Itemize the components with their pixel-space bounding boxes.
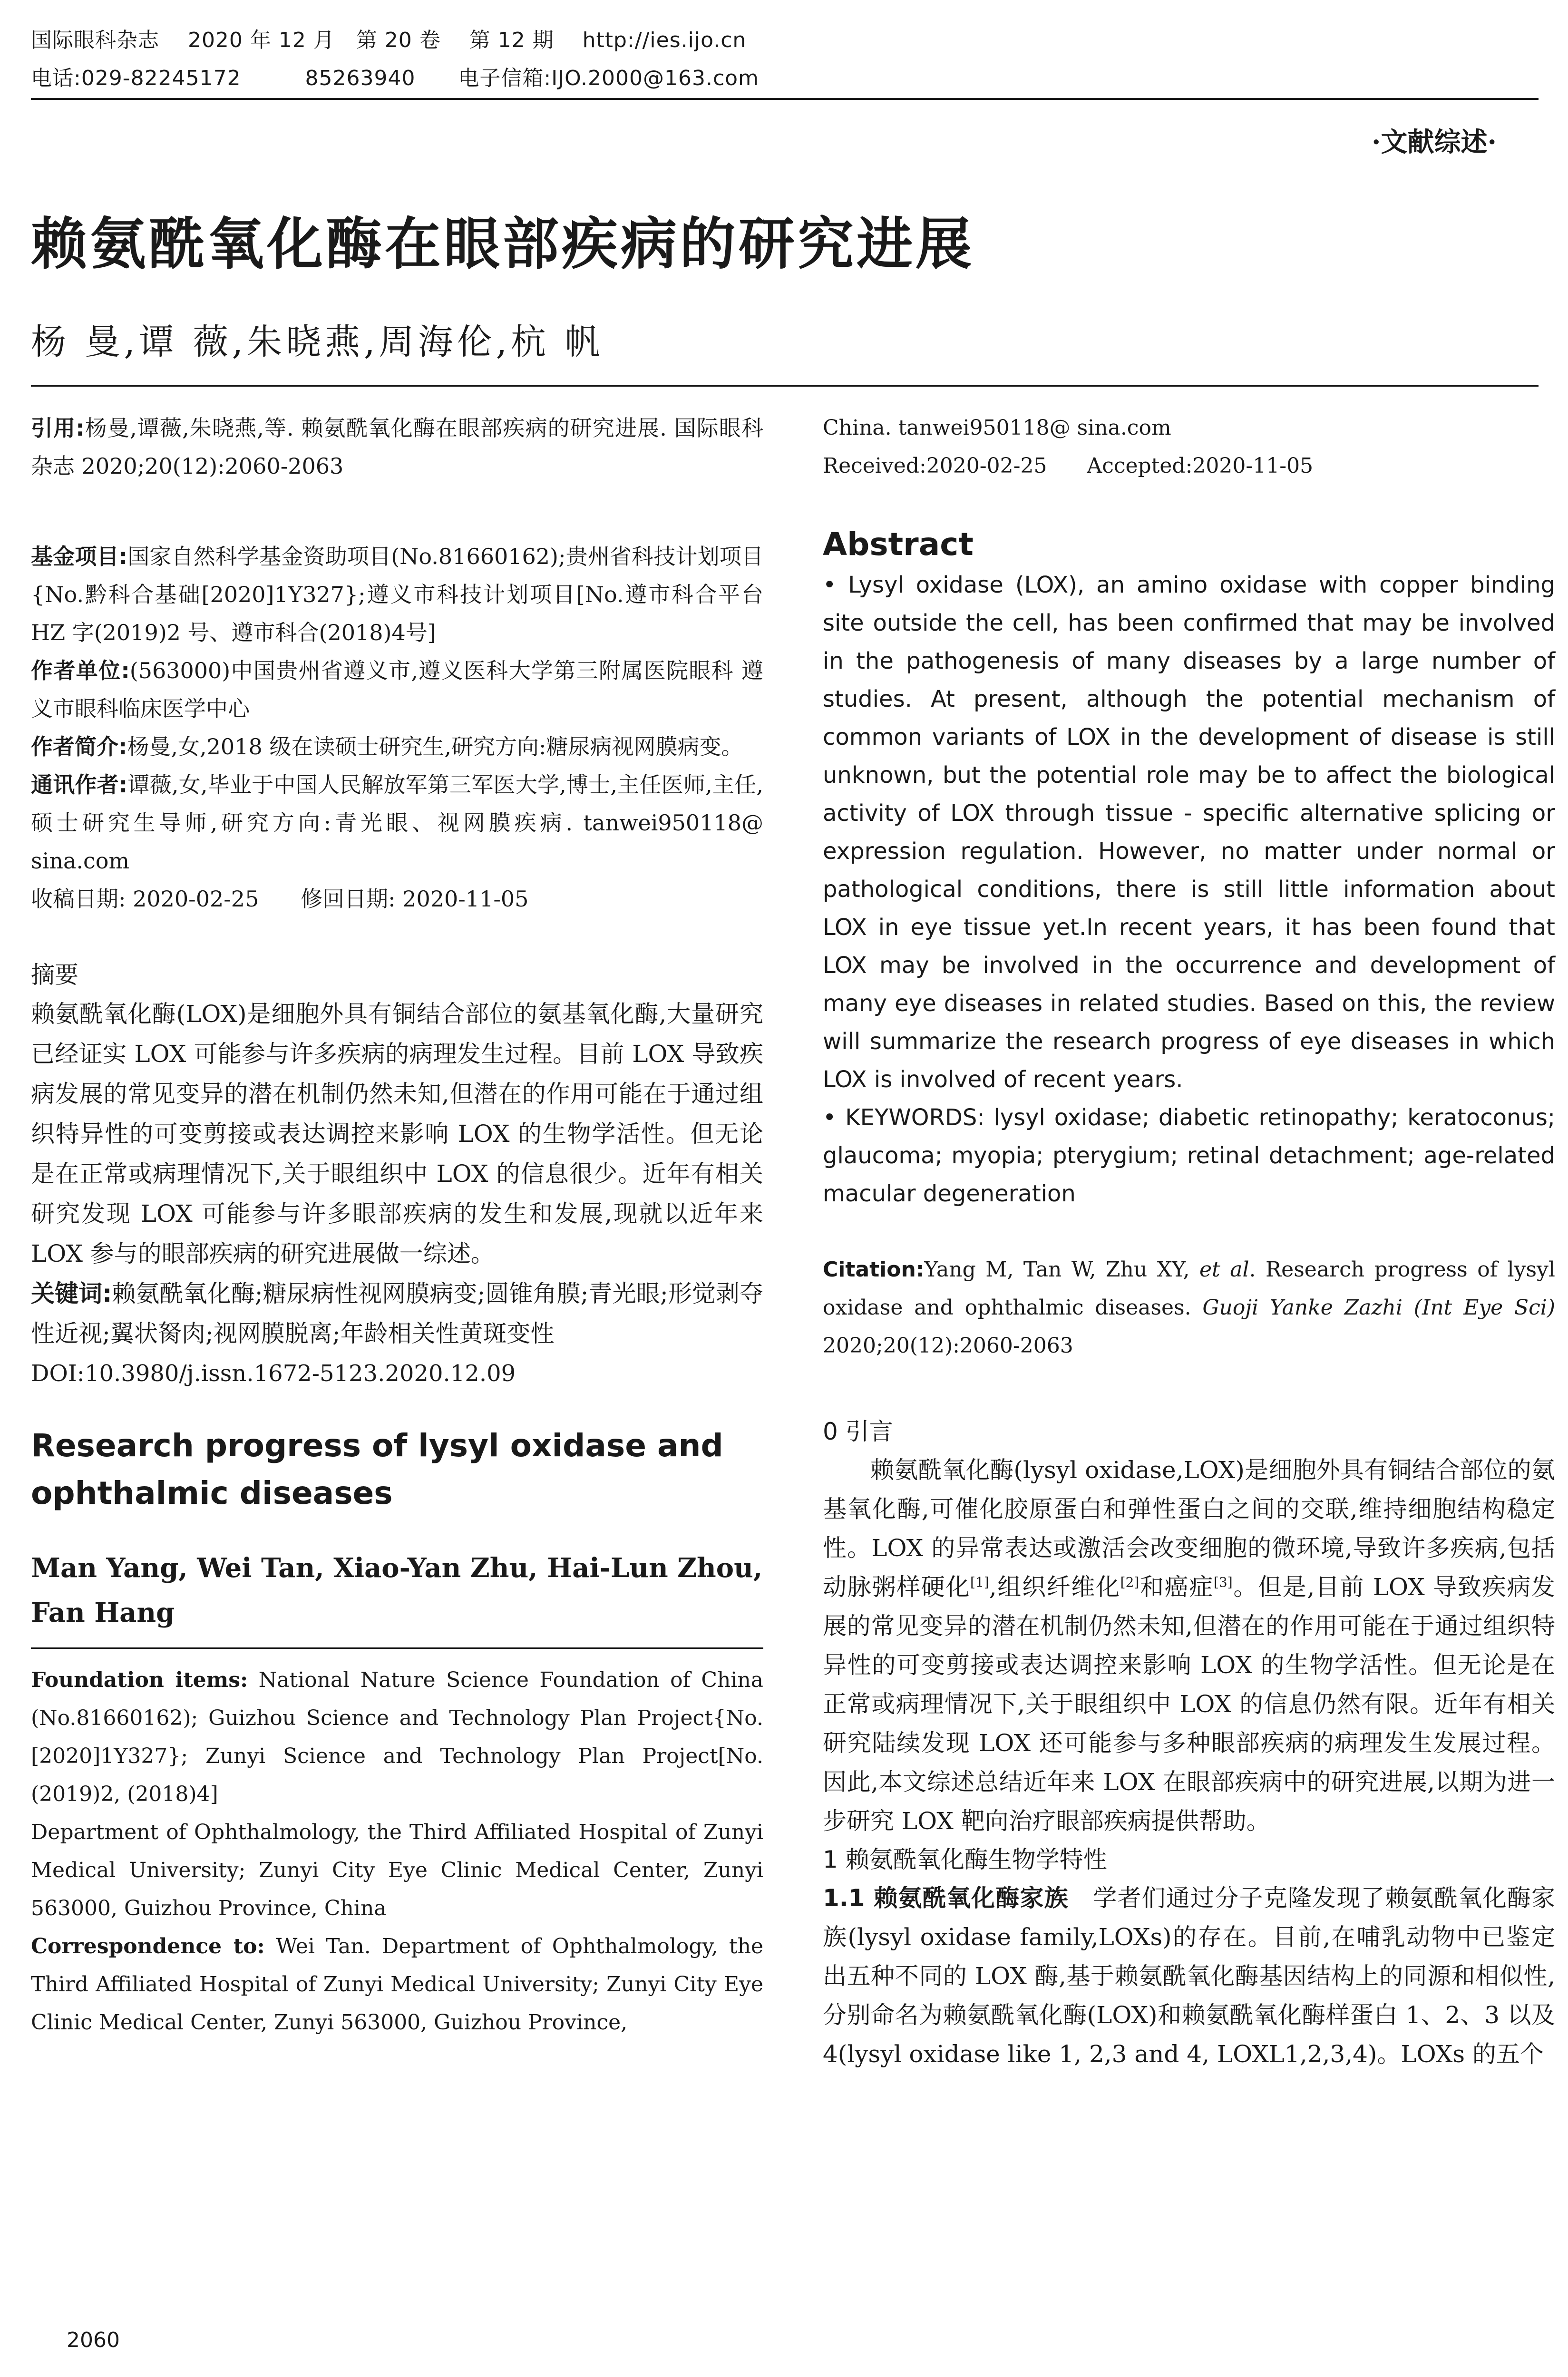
citation-zh: 引用:杨曼,谭薇,朱晓燕,等. 赖氨酰氧化酶在眼部疾病的研究进展. 国际眼科杂志 2020;20(12):2060-2063 bbox=[31, 415, 763, 479]
right-column bbox=[823, 409, 1555, 2074]
english-title: Research progress of lysyl oxidase and ophthalmic diseases bbox=[31, 1427, 723, 1511]
intro-paragraph: 赖氨酰氧化酶(lysyl oxidase,LOX)是细胞外具有铜结合部位的氨基氧化酶,可催化胶原蛋白和弹性蛋白之间的交联,维持细胞结构稳定性。LOX 的异常表达或激活会改变细胞的微环境,导致许多疾病,包括动脉粥样硬化[1],组织纤维化[2]和癌症[3]。但是,目前 LOX 导致疾病发展的常见变异的潜在机制仍然未知,但潜在的作用可能在于通过组织特异性的可变剪接或表达调控来影响 LOX 的生物学活性。但无论是在正常或病理情况下,关于眼组织中 LOX 的信息仍然有限。近年有相关研究陆续发现 LOX 还可能参与多种眼部疾病的病理发生发展过程。因此,本文综述总结近年来 LOX 在眼部疾病中的研究进展,以期为进一步研究 LOX 靶向治疗眼部疾病提供帮助。 bbox=[823, 1456, 1555, 1835]
running-header-line2: 电话:029-82245172 85263940 电子信箱:IJO.2000@163.com bbox=[31, 66, 759, 90]
fund-info: 基金项目:国家自然科学基金资助项目(No.81660162);贵州省科技计划项目{No.黔科合基础[2020]1Y327};遵义市科技计划项目[No.遵市科合平台 HZ 字(2019)2 号、遵市科合(2018)4号] bbox=[31, 544, 763, 645]
ref-2: [2] bbox=[1120, 1574, 1139, 1590]
article-category: ·文献综述· bbox=[1372, 127, 1497, 158]
subsection-1-1-label: 1.1 赖氨酰氧化酶家族 bbox=[823, 1884, 1069, 1912]
correspondence-to: Correspondence to: Wei Tan. Department of Ophthalmology, the Third Affiliated Hospital of Zunyi Medical University; Zunyi City Eye Clinic Medical Center, Zunyi 563000, Guizhou Province, bbox=[31, 1934, 763, 2035]
ref-3: [3] bbox=[1214, 1574, 1233, 1590]
foundation-items: Foundation items: National Nature Science Foundation of China (No.81660162); Guizhou Science and Technology Plan Project{No.[2020]1Y327}; Zunyi Science and Technology Plan Project[No.(2019)2, (2018)4] bbox=[31, 1668, 763, 1806]
section-1-heading: 1 赖氨酰氧化酶生物学特性 bbox=[823, 1846, 1107, 1873]
keywords-en: • KEYWORDS: lysyl oxidase; diabetic retinopathy; keratoconus; glaucoma; myopia; pterygium; retinal detachment; age-related macular degeneration bbox=[823, 1104, 1555, 1207]
english-authors: Man Yang, Wei Tan, Xiao-Yan Zhu, Hai-Lun Zhou, Fan Hang bbox=[31, 1552, 763, 1628]
ref-1: [1] bbox=[970, 1574, 989, 1590]
citation-en: Citation:Yang M, Tan W, Zhu XY, et al. Research progress of lysyl oxidase and ophthalmic diseases. Guoji Yanke Zazhi (Int Eye Sci) 2020;20(12):2060-2063 bbox=[823, 1257, 1556, 1358]
english-department: Department of Ophthalmology, the Third Affiliated Hospital of Zunyi Medical University; Zunyi City Eye Clinic Medical Center, Zunyi 563000, Guizhou Province, China bbox=[31, 1820, 763, 1920]
author-bio: 作者简介:杨曼,女,2018 级在读硕士研究生,研究方向:糖尿病视网膜病变。 bbox=[31, 734, 743, 760]
page-number: 2060 bbox=[67, 2328, 120, 2352]
section-1-1: 1.1 赖氨酰氧化酶家族 学者们通过分子克隆发现了赖氨酰氧化酶家族(lysyl oxidase family,LOXs)的存在。目前,在哺乳动物中已鉴定出五种不同的 LOX 酶,基于赖氨酰氧化酶基因结构上的同源和相似性,分别命名为赖氨酰氧化酶(LOX)和赖氨酰氧化酶样蛋白 1、2、3 以及 4(lysyl oxidase like 1, 2,3 and 4, LOXL1,2,3,4)。LOXs 的五个 bbox=[823, 1884, 1556, 2068]
doi: DOI:10.3980/j.issn.1672-5123.2020.12.09 bbox=[31, 1360, 516, 1387]
article-authors: 杨 曼,谭 薇,朱晓燕,周海伦,杭 帆 bbox=[31, 321, 604, 362]
abstract-zh-text: 赖氨酰氧化酶(LOX)是细胞外具有铜结合部位的氨基氧化酶,大量研究已经证实 LOX 可能参与许多疾病的病理发生过程。目前 LOX 导致疾病发展的常见变异的潜在机制仍然未知,但潜在的作用可能在于通过组织特异性的可变剪接或表达调控来影响 LOX 的生物学活性。但无论是在正常或病理情况下,关于眼组织中 LOX 的信息很少。近年有相关研究发现 LOX 可能参与许多眼部疾病的发生和发展,现就以近年来 LOX 参与的眼部疾病的研究进展做一综述。 bbox=[31, 1000, 763, 1267]
correspondence-email: China. tanwei950118@ sina.com bbox=[823, 416, 1171, 440]
keywords-zh: 关键词:赖氨酰氧化酶;糖尿病性视网膜病变;圆锥角膜;青光眼;形觉剥夺性近视;翼状胬肉;视网膜脱离;年龄相关性黄斑变性 bbox=[31, 1280, 763, 1347]
header-rule bbox=[31, 98, 1539, 100]
article-title: 赖氨酰氧化酶在眼部疾病的研究进展 bbox=[31, 211, 975, 277]
title-rule bbox=[31, 385, 1539, 387]
running-header-line1: 国际眼科杂志 2020 年 12 月 第 20 卷 第 12 期 http://ies.ijo.cn bbox=[31, 28, 747, 52]
author-unit: 作者单位:(563000)中国贵州省遵义市,遵义医科大学第三附属医院眼科 遵义市眼科临床医学中心 bbox=[31, 658, 763, 721]
abstract-en-heading: Abstract bbox=[823, 526, 974, 563]
intro-heading: 0 引言 bbox=[823, 1418, 893, 1445]
abstract-en-text: • Lysyl oxidase (LOX), an amino oxidase with copper binding site outside the cell, has been confirmed that may be involved in the pathogenesis of many diseases by a large number of studies. At present, although the potential mechanism of common variants of LOX in the development of disease is still unknown, but the potential role may be to affect the biological activity of LOX through tissue - specific alternative splicing or expression regulation. However, no matter under normal or pathological conditions, there is still little information about LOX in eye tissue yet.In recent years, it has been found that LOX may be involved in the occurrence and development of many eye diseases in related studies. Based on this, the review will summarize the research progress of eye diseases in which LOX is involved of recent years. bbox=[823, 572, 1555, 1093]
corresponding-author: 通讯作者:谭薇,女,毕业于中国人民解放军第三军医大学,博士,主任医师,主任,硕士研究生导师,研究方向:青光眼、视网膜疾病. tanwei950118@ sina.com bbox=[31, 772, 763, 874]
dates-zh: 收稿日期: 2020-02-25 修回日期: 2020-11-05 bbox=[31, 886, 529, 912]
abstract-zh-heading: 摘要 bbox=[31, 961, 78, 989]
left-column bbox=[31, 409, 763, 2042]
received-accepted: Received:2020-02-25 Accepted:2020-11-05 bbox=[823, 454, 1314, 478]
